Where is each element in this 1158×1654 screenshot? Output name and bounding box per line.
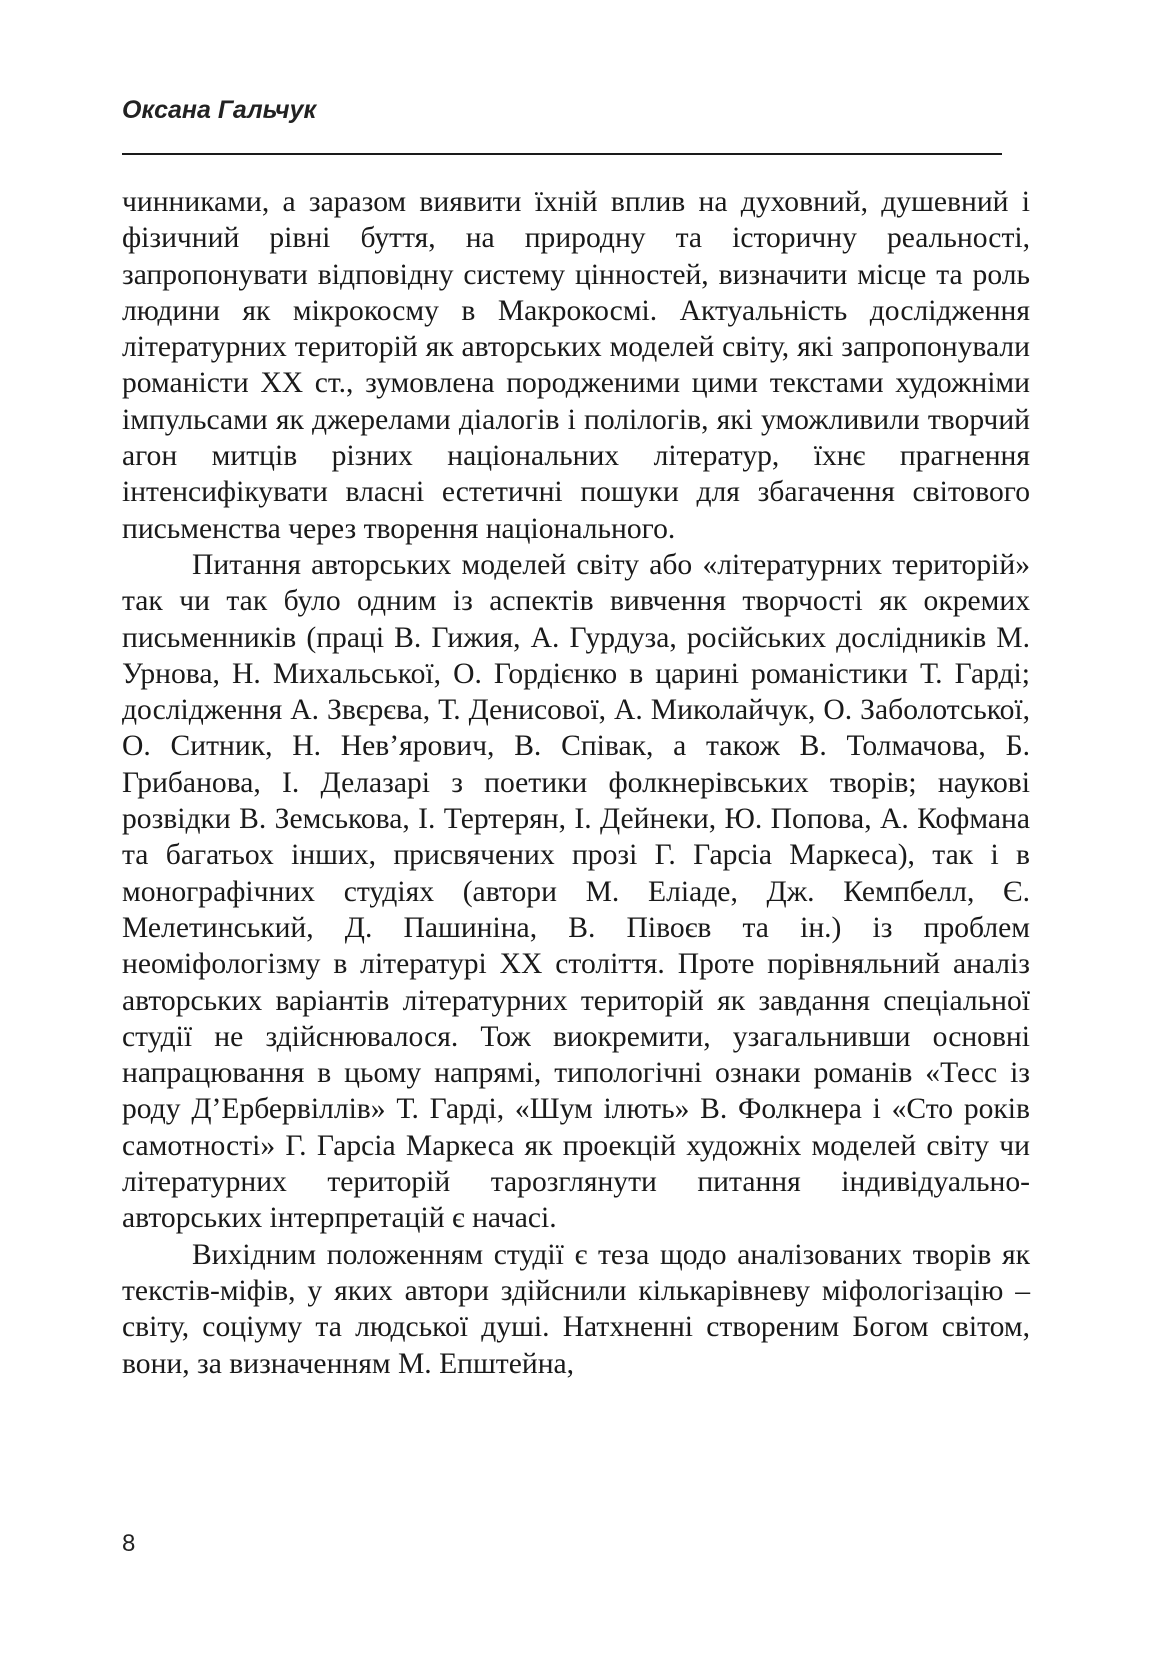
paragraph-3: Вихідним положенням студії є теза щодо аналізованих творів як текстів-міфів, у яких автори здійснили кількарівневу міфологізацію – світу, соціуму та людської душі. Натхненні створеним Богом світом, вони, за визначенням М. Епштейна, [122,1238,1030,1380]
running-head-author: Оксана Гальчук [122,96,317,124]
page-number: 8 [122,1530,136,1557]
paragraph-2: Питання авторських моделей світу або «літературних територій» так чи так було одним із аспектів вивчення творчості як окремих письменників (праці В. Гижия, А. Гурдуза, російських дослідників М. Урнова, Н. Михальської, О. Гордієнко в царині романістики Т. Гарді; дослідження А. Звєрєва, Т. Денисової, А. Миколайчук, О. Заболотської, О. Ситник, Н. Нев’ярович, В. Співак, а також В. Толмачова, Б. Грибанова, І. Делазарі з поетики фолкнерівських творів; наукові розвідки В. Земськова, І. Тертерян, І. Дейнеки, Ю. Попова, А. Кофмана та багатьох інших, присвячених прозі Г. Гарсіа Маркеса), так і в монографічних студіях (автори М. Еліаде, Дж. Кемпбелл, Є. Мелетинський, Д. Пашиніна, В. Півоєв та ін.) із проблем неоміфологізму в літературі ХХ століття. Проте порівняльний аналіз авторських варіантів літературних територій як завдання спеціальної студії не здійснювалося. Тож виокремити, узагальнивши основні напрацювання в цьому напрямі, типологічні ознаки романів «Тесс із роду Д’Ербервіллів» Т. Гарді, «Шум ілють» В. Фолкнера і «Сто років самотності» Г. Гарсіа Маркеса як проекцій художніх моделей світу чи літературних територій тарозглянути питання індивідуально-авторських інтерпретацій є начасі. [122,548,1030,1235]
body-text [122,184,1030,1382]
header-rule [122,153,1002,155]
paragraph-1: чинниками, а заразом виявити їхній вплив на духовний, душевний і фізичний рівні буття, на природну та історичну реальності, запропонувати відповідну систему цінностей, визначити місце та роль людини як мікрокосму в Макрокосмі. Актуальність дослідження літературних територій як авторських моделей світу, які запропонували романісти ХХ ст., зумовлена породженими цими текстами художніми імпульсами як джерелами діалогів і полілогів, які уможливили творчий агон митців різних національних літератур, їхнє прагнення інтенсифікувати власні естетичні пошуки для збагачення світового письменства через творення національного. [122,186,1030,545]
